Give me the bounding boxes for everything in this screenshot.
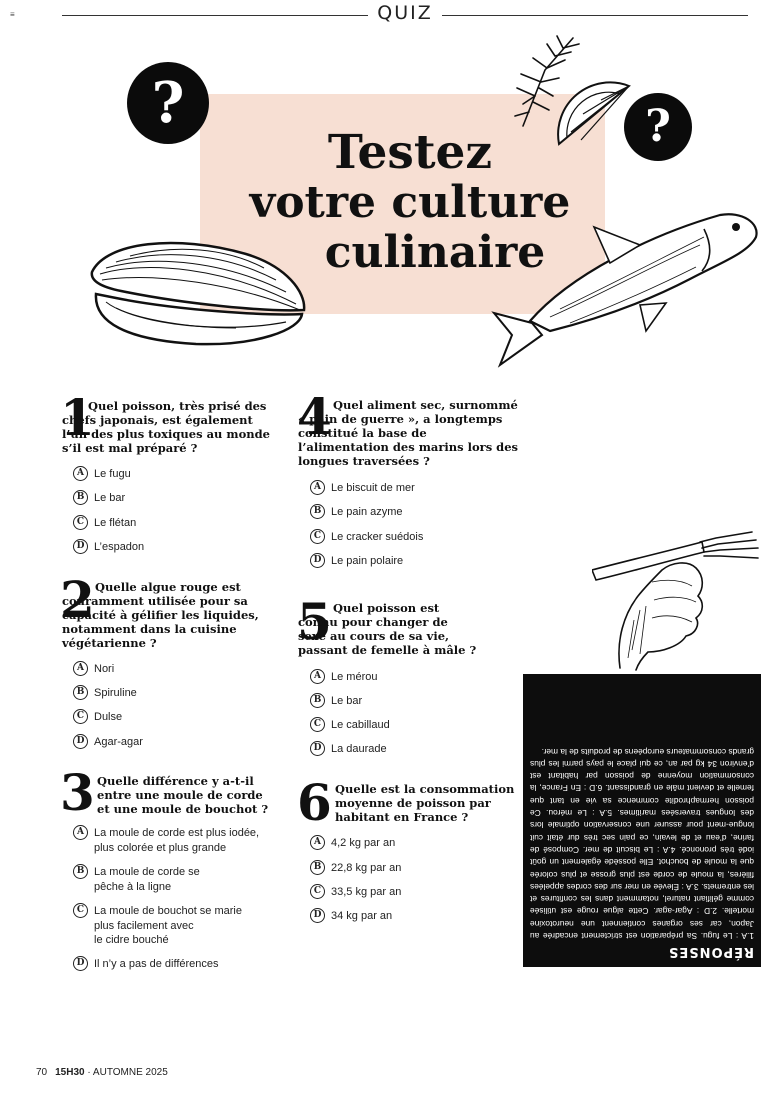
question-text: Quel poisson, très prisé des chefs japonais, est également l’un des plus toxiques au monde s’il est mal préparé ? — [62, 399, 270, 455]
option-letter-badge: D — [73, 539, 88, 554]
option-label: Le flétan — [94, 517, 137, 529]
issue-label: · AUTOMNE 2025 — [84, 1067, 168, 1078]
option-letter-badge: D — [310, 741, 325, 756]
answer-option[interactable] — [73, 662, 114, 677]
option-label: 4,2 kg par an — [331, 837, 396, 849]
answer-option[interactable] — [310, 836, 395, 851]
question-number: 5 — [297, 592, 332, 651]
option-label: Le cabillaud — [331, 719, 390, 731]
option-letter-badge: B — [310, 504, 325, 519]
option-label: Le bar — [94, 492, 126, 504]
header-rule-right — [442, 15, 748, 16]
option-letter-badge: D — [73, 734, 88, 749]
option-label: La moule de corde se pêche à la ligne — [94, 866, 200, 893]
answers-box — [523, 674, 761, 967]
answer-option[interactable] — [73, 735, 143, 750]
question-number: 2 — [60, 570, 95, 629]
option-label: Spiruline — [94, 687, 137, 699]
option-letter-badge: B — [73, 490, 88, 505]
answers-title: RÉPONSES — [668, 944, 754, 959]
option-label: Le biscuit de mer — [331, 482, 415, 494]
option-letter-badge: B — [73, 685, 88, 700]
option-letter-badge: C — [73, 515, 88, 530]
answer-option[interactable] — [310, 670, 377, 685]
answer-option[interactable] — [73, 467, 131, 482]
option-letter-badge: B — [310, 860, 325, 875]
option-letter-badge: A — [310, 480, 325, 495]
answers-text: 1.A : Le fugu. Sa préparation est strictement encadrée au Japon, car ses organes contiennent une neurotoxine mortelle. 2.D : Agar-agar. Cette algue rouge est utilisée comme gélifiant naturel, notamment dans les confitures et les entremets. 3.A : Élevée en mer sur des cordes appelées filières, la moule de corde est plus grosse et plus colorée que la moule de bouchot. Elle possède également un goût iodé très prononcé. 4.A : Le biscuit de mer. Composé de farine, d’eau et de levain, ce pain sec très dur était cuit longue-ment pour assurer une conservation optimale lors des longues traversées maritimes. 5.A : Le mérou. Ce poisson hermaphrodite commence sa vie en tant que femelle et devient mâle en grandissant. 6.D : En France, la consommation moyenne de poisson par habitant est d’environ 34 kg par an, ce qui place le pays parmi les plus grands consommateurs européens de produits de la mer. — [530, 746, 754, 941]
option-label: 22,8 kg par an — [331, 862, 402, 874]
answer-option[interactable] — [73, 710, 122, 725]
option-letter-badge: D — [73, 956, 88, 971]
option-letter-badge: C — [310, 529, 325, 544]
answer-option[interactable] — [310, 885, 401, 900]
option-letter-badge: C — [310, 717, 325, 732]
answer-option[interactable] — [73, 686, 137, 701]
question-mark-icon: ? — [624, 93, 692, 161]
option-label: Dulse — [94, 711, 123, 723]
option-label: La moule de bouchot se marie plus facilement avec le cidre bouché — [94, 905, 242, 946]
option-letter-badge: B — [73, 864, 88, 879]
question-number: 4 — [297, 387, 332, 446]
option-letter-badge: A — [73, 661, 88, 676]
answer-option[interactable] — [310, 505, 403, 520]
option-label: Le bar — [331, 695, 363, 707]
option-letter-badge: D — [310, 553, 325, 568]
answer-option[interactable] — [310, 742, 387, 757]
answer-option[interactable] — [73, 491, 125, 506]
option-letter-badge: A — [73, 825, 88, 840]
answer-option[interactable] — [73, 516, 136, 531]
option-letter-badge: C — [73, 709, 88, 724]
title-line-1: Testez — [327, 125, 493, 180]
answer-option[interactable] — [310, 694, 362, 709]
answer-option[interactable] — [73, 826, 259, 855]
section-title: QUIZ — [377, 2, 433, 24]
answer-option[interactable] — [73, 865, 200, 894]
option-label: Agar-agar — [94, 736, 143, 748]
question-mark-icon: ? — [127, 62, 209, 144]
question-number: 3 — [60, 763, 95, 822]
answer-option[interactable] — [73, 904, 242, 948]
option-letter-badge: C — [73, 903, 88, 918]
answer-option[interactable] — [73, 540, 144, 555]
question-number: 1 — [60, 388, 95, 447]
question-number: 6 — [297, 773, 332, 832]
answer-option[interactable] — [310, 530, 423, 545]
page-title — [160, 125, 660, 278]
answer-option[interactable] — [73, 957, 219, 972]
option-letter-badge: A — [73, 466, 88, 481]
hand-fork-illustration — [592, 530, 762, 672]
option-label: Le mérou — [331, 671, 378, 683]
option-label: Le pain azyme — [331, 506, 403, 518]
question-text: Quelle est la consommation moyenne de poisson par habitant en France ? — [335, 782, 515, 824]
answer-option[interactable] — [310, 481, 415, 496]
question-text: Quelle algue rouge est couramment utilisée pour sa capacité à gélifier les liquides, notamment dans la cuisine végétarienne ? — [62, 580, 259, 650]
page-number: 70 — [36, 1067, 48, 1078]
option-label: La moule de corde est plus iodée, plus colorée et plus grande — [94, 827, 260, 854]
title-line-3: culinaire — [324, 227, 546, 278]
option-letter-badge: A — [310, 669, 325, 684]
option-label: 34 kg par an — [331, 910, 393, 922]
option-letter-badge: D — [310, 908, 325, 923]
option-label: 33,5 kg par an — [331, 886, 402, 898]
option-letter-badge: A — [310, 835, 325, 850]
answer-option[interactable] — [310, 861, 401, 876]
page-footer — [36, 1067, 168, 1078]
answer-option[interactable] — [310, 909, 392, 924]
option-label: Nori — [94, 663, 115, 675]
option-label: Le fugu — [94, 468, 131, 480]
question-text: Quel poisson est connu pour changer de sexe au cours de sa vie, passant de femelle à mâle ? — [298, 601, 477, 657]
answer-option[interactable] — [310, 718, 390, 733]
magazine-name: 15H30 — [55, 1067, 85, 1078]
question-text: Quelle différence y a-t-il entre une moule de corde et une moule de bouchot ? — [97, 774, 269, 816]
option-label: Le pain polaire — [331, 555, 404, 567]
option-letter-badge: B — [310, 693, 325, 708]
title-line-2: votre culture — [249, 177, 571, 228]
header-rule-left — [62, 15, 368, 16]
corner-mark: ≡ — [10, 10, 15, 19]
option-label: La daurade — [331, 743, 387, 755]
option-label: L’espadon — [94, 541, 145, 553]
option-label: Le cracker suédois — [331, 531, 424, 543]
option-letter-badge: C — [310, 884, 325, 899]
question-text: Quel aliment sec, surnommé « pain de guerre », a longtemps constitué la base de l’alimentation des marins lors des longues traversées ? — [298, 398, 519, 468]
answer-option[interactable] — [310, 554, 403, 569]
option-label: Il n’y a pas de différences — [94, 958, 219, 970]
